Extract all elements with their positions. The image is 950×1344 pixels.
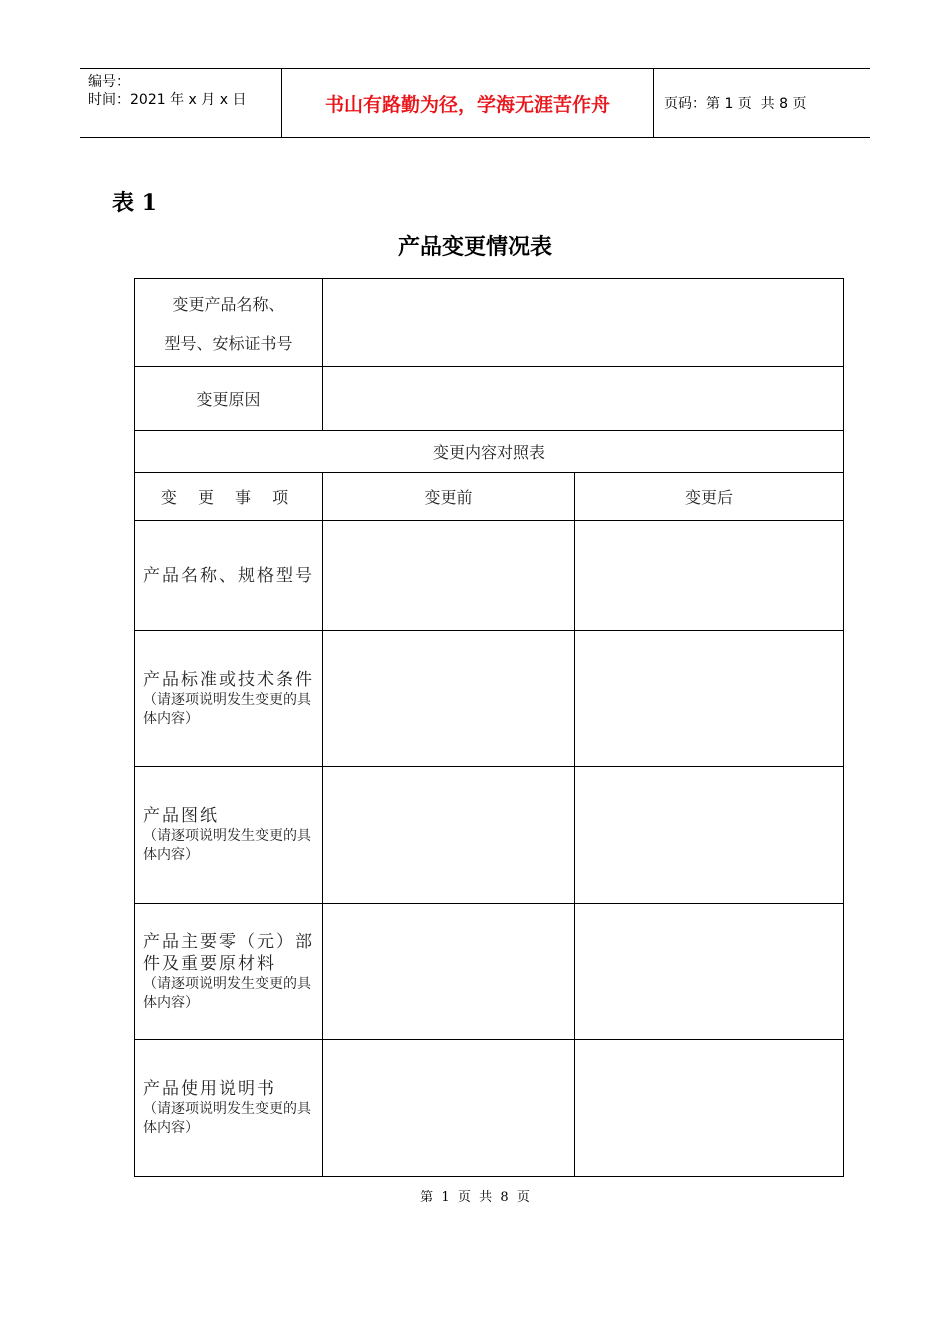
item-label-cell xyxy=(135,1040,323,1177)
col-header-before: 变更前 xyxy=(323,473,575,521)
header-motto: 书山有路勤为径，学海无涯苦作舟 xyxy=(282,69,654,137)
footer-page-number: 第 1 页 共 8 页 xyxy=(420,1190,530,1205)
page-title: 产品变更情况表 xyxy=(397,235,552,260)
product-name-label-line1: 变更产品名称、 xyxy=(172,294,285,314)
header-meta xyxy=(80,69,282,137)
product-name-value-cell[interactable] xyxy=(323,279,844,367)
date-label: 时间：2021 年 x 月 x 日 xyxy=(88,92,247,108)
table-row xyxy=(135,367,844,431)
table-row xyxy=(135,904,844,1040)
table-row xyxy=(135,473,844,521)
item-label-cell xyxy=(135,521,323,631)
table-row xyxy=(135,767,844,904)
item-main-text: 产品图纸 xyxy=(143,806,219,826)
item-before-cell[interactable] xyxy=(323,631,575,767)
item-before-cell[interactable] xyxy=(323,1040,575,1177)
compare-table-title: 变更内容对照表 xyxy=(135,431,844,473)
item-after-cell[interactable] xyxy=(575,631,844,767)
item-note-text: （请逐项说明发生变更的具体内容） xyxy=(143,691,311,727)
item-note-text: （请逐项说明发生变更的具体内容） xyxy=(143,975,311,1011)
item-after-cell[interactable] xyxy=(575,1040,844,1177)
table-row xyxy=(135,631,844,767)
col-header-item: 变 更 事 项 xyxy=(135,473,323,521)
page-footer xyxy=(0,1186,950,1205)
item-main-text: 产品标准或技术条件 xyxy=(143,669,314,690)
table-row xyxy=(135,521,844,631)
header-page-info xyxy=(654,69,870,137)
item-main-text: 产品主要零（元）部件及重要原材料 xyxy=(143,931,314,974)
number-label: 编号： xyxy=(88,74,130,90)
item-note-text: （请逐项说明发生变更的具体内容） xyxy=(143,828,311,863)
page-info-text: 页码：第 1 页 共 8 页 xyxy=(664,96,807,112)
item-after-cell[interactable] xyxy=(575,521,844,631)
page-header xyxy=(80,68,870,138)
item-after-cell[interactable] xyxy=(575,904,844,1040)
col-header-after: 变更后 xyxy=(575,473,844,521)
change-reason-label: 变更原因 xyxy=(135,367,323,431)
product-name-label-cell xyxy=(135,279,323,367)
item-label-cell xyxy=(135,767,323,904)
item-after-cell[interactable] xyxy=(575,767,844,904)
item-note-text: （请逐项说明发生变更的具体内容） xyxy=(143,1101,311,1136)
item-before-cell[interactable] xyxy=(323,904,575,1040)
item-main-text: 产品名称、规格型号 xyxy=(143,565,314,586)
product-name-label-line2: 型号、安标证书号 xyxy=(164,333,293,353)
change-form-table xyxy=(134,278,844,1177)
table-row xyxy=(135,279,844,367)
table-row xyxy=(135,431,844,473)
item-label-cell xyxy=(135,904,323,1040)
item-before-cell[interactable] xyxy=(323,521,575,631)
change-reason-value-cell[interactable] xyxy=(323,367,844,431)
item-label-cell xyxy=(135,631,323,767)
item-main-text: 产品使用说明书 xyxy=(143,1079,276,1099)
item-before-cell[interactable] xyxy=(323,767,575,904)
table-row xyxy=(135,1040,844,1177)
table-label: 表 1 xyxy=(112,190,157,216)
